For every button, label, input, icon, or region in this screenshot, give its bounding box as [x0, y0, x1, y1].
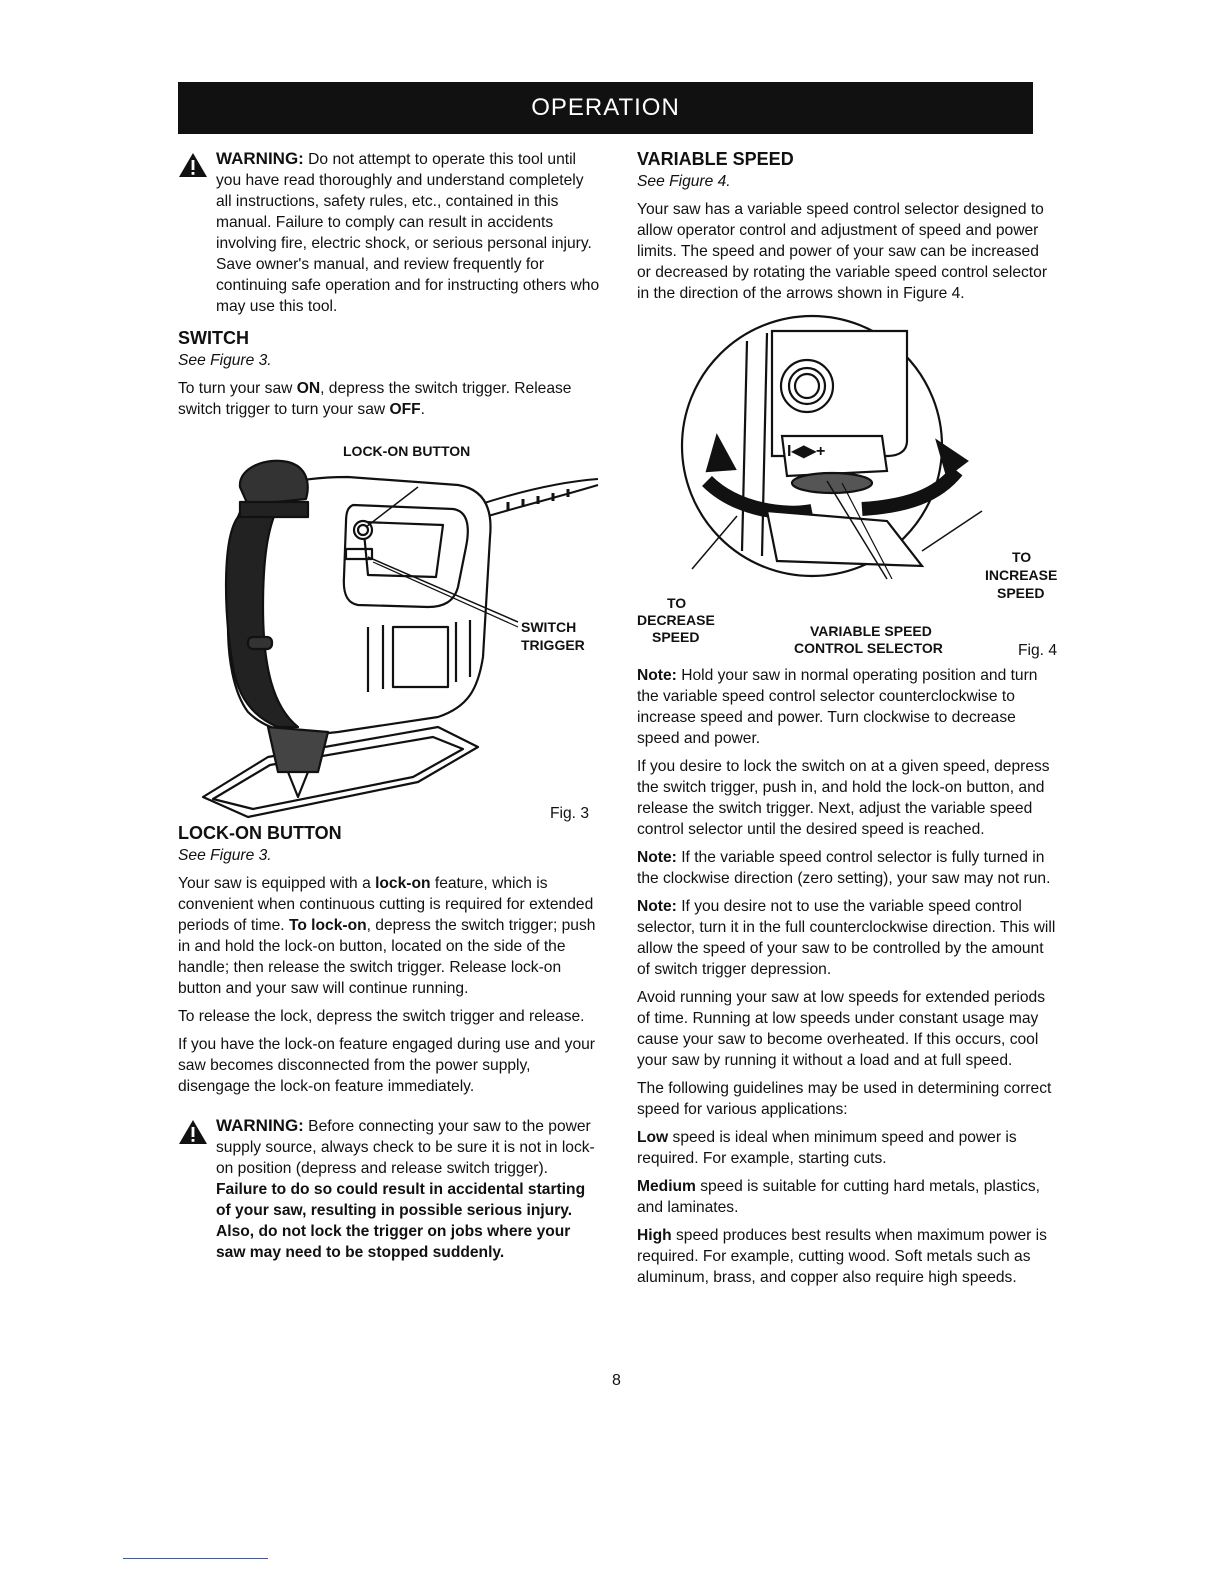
- fig3-number: Fig. 3: [550, 805, 589, 822]
- speed-selector-illustration: [637, 311, 1057, 651]
- variable-see-figure: See Figure 4.: [637, 173, 731, 190]
- left-column: [178, 148, 603, 1273]
- fig3-lock-on-label: LOCK-ON BUTTON: [343, 443, 471, 459]
- warning-bold-text: Failure to do so could result in accidental starting of your saw, resulting in possible serious injury. Also, do not lock the trigger on jobs where your saw may need to be stopped suddenly.: [216, 1181, 586, 1261]
- warning-icon: [178, 1119, 208, 1145]
- warning-block-1: [178, 148, 603, 317]
- section-banner: OPERATION: [178, 82, 1033, 134]
- page-number: 8: [612, 1372, 621, 1389]
- warning-text: Do not attempt to operate this tool until you have read thoroughly and understand completely all instructions, safety rules, etc., contained in this manual. Failure to comply can result in accidents involving fire, electric shock, or serious personal injury. Save owner's manual, and review frequently for continuing safe operation and for instructing others who may use this tool.: [216, 151, 600, 315]
- warning-block-2: [178, 1115, 603, 1263]
- guidelines-paragraph: The following guidelines may be used in determining correct speed for various applications:: [637, 1080, 1052, 1118]
- low-speed-paragraph: Low speed is ideal when minimum speed and power is required. For example, starting cuts.: [637, 1129, 1017, 1167]
- fig4-to-decrease-1: TO: [667, 595, 687, 611]
- switch-heading: SWITCH: [178, 328, 249, 348]
- fig3-switch-label: SWITCH: [521, 619, 577, 635]
- switch-see-figure: See Figure 3.: [178, 352, 272, 369]
- warning-label: WARNING:: [216, 1116, 304, 1135]
- lockon-paragraph-1: Your saw is equipped with a lock-on feature, which is convenient when continuous cutting is required for extended periods of time. To lock-on, depress the switch trigger; push in and hold the lock-on button, located on the side of the handle; then release the switch trigger. Release lock-on button and your saw will continue running.: [178, 875, 596, 997]
- medium-speed-paragraph: Medium speed is suitable for cutting hard metals, plastics, and laminates.: [637, 1178, 1041, 1216]
- fig4-to-increase-2: INCREASE: [985, 567, 1058, 583]
- note-1: Note: Hold your saw in normal operating position and turn the variable speed control selector counterclockwise to increase speed and power. Turn clockwise to decrease speed and power.: [637, 667, 1038, 747]
- fig3-trigger-label: TRIGGER: [521, 637, 585, 653]
- warning-icon: [178, 152, 208, 178]
- fig4-to-increase-3: SPEED: [997, 585, 1045, 601]
- note-2: Note: If the variable speed control selector is fully turned in the clockwise direction (zero setting), your saw may not run.: [637, 849, 1051, 887]
- dial-symbol: I◀▶+: [787, 443, 826, 460]
- note-3: Note: If you desire not to use the variable speed control selector, turn it in the full counterclockwise direction. This will allow the speed of your saw to be controlled by the amount of switch trigger depression.: [637, 898, 1056, 978]
- figure-3: [178, 427, 603, 822]
- fig4-number: Fig. 4: [1018, 642, 1057, 659]
- fig4-selector-2: CONTROL SELECTOR: [794, 640, 943, 656]
- high-speed-paragraph: High speed produces best results when maximum power is required. For example, cutting wood. Soft metals such as aluminum, brass, and copper also require high speeds.: [637, 1227, 1047, 1286]
- lockon-paragraph-2: To release the lock, depress the switch trigger and release.: [178, 1008, 585, 1025]
- lock-speed-paragraph: If you desire to lock the switch on at a given speed, depress the switch trigger, push in, and hold the lock-on button, and release the switch trigger. Next, adjust the variable speed control selector until the desired speed is reached.: [637, 758, 1050, 838]
- warning-label: WARNING:: [216, 149, 304, 168]
- jigsaw-illustration: [178, 427, 603, 822]
- right-column: [637, 148, 1057, 1295]
- footer-rule: [123, 1558, 268, 1559]
- avoid-paragraph: Avoid running your saw at low speeds for extended periods of time. Running at low speeds under constant usage may cause your saw to become overheated. If this occurs, cool your saw by running it without a load and at full speed.: [637, 989, 1045, 1069]
- fig4-selector-1: VARIABLE SPEED: [810, 623, 932, 639]
- lockon-see-figure: See Figure 3.: [178, 847, 272, 864]
- fig4-to-increase-1: TO: [1012, 549, 1032, 565]
- variable-speed-heading: VARIABLE SPEED: [637, 149, 794, 169]
- figure-4: [637, 311, 1058, 659]
- fig4-to-decrease-2: DECREASE: [637, 612, 715, 628]
- lockon-paragraph-3: If you have the lock-on feature engaged during use and your saw becomes disconnected from the power supply, disengage the lock-on feature immediately.: [178, 1036, 595, 1095]
- fig4-to-decrease-3: SPEED: [652, 629, 700, 645]
- variable-paragraph: Your saw has a variable speed control selector designed to allow operator control and adjustment of speed and power limits. The speed and power of your saw can be increased or decreased by rotating the variable speed control selector in the direction of the arrows shown in Figure 4.: [637, 201, 1048, 302]
- lockon-heading: LOCK-ON BUTTON: [178, 823, 342, 843]
- switch-paragraph: To turn your saw ON, depress the switch trigger. Release switch trigger to turn your saw OFF.: [178, 380, 572, 418]
- warning-text: Before connecting your saw to the power supply source, always check to be sure it is not in lock-on position (depress and release switch trigger).: [216, 1118, 595, 1177]
